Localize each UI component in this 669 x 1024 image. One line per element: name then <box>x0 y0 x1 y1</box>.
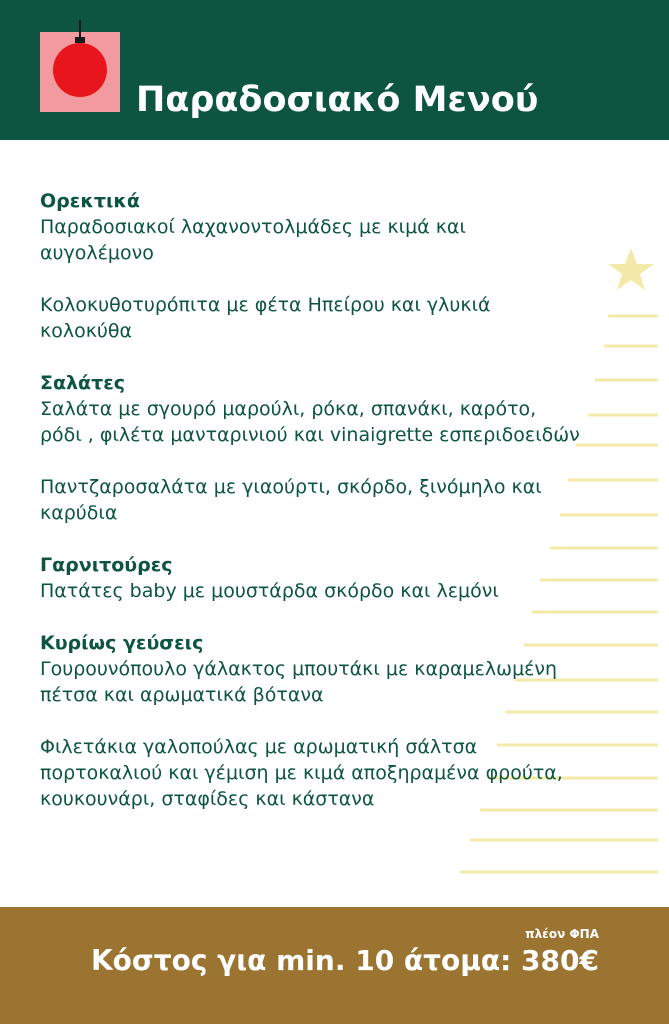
menu-item: Πατάτες baby με μουστάρδα σκόρδο και λεμόνι <box>40 580 499 602</box>
section-title: Ορεκτικά <box>40 190 140 212</box>
tax-note: πλέον ΦΠΑ <box>525 927 599 941</box>
menu-section <box>40 630 640 812</box>
menu-section <box>40 188 640 344</box>
menu-item: Παραδοσιακοί λαχανοντολμάδες με κιμά και αυγολέμονο <box>40 216 466 264</box>
menu-item: Σαλάτα με σγουρό μαρούλι, ρόκα, σπανάκι, καρότο, ρόδι , φιλέτα μανταρινιού και vinaigrette εσπεριδοειδών <box>40 398 580 446</box>
menu-item: Φιλετάκια γαλοπούλας με αρωματική σάλτσα πορτοκαλιού και γέμιση με κιμά αποξηραμένα φρούτα, κουκουνάρι, σταφίδες και κάστανα <box>40 736 563 810</box>
ornament-badge <box>40 32 120 112</box>
christmas-ornament-icon <box>40 20 120 112</box>
menu-item: Παντζαροσαλάτα με γιαούρτι, σκόρδο, ξινόμηλο και καρύδια <box>40 476 542 524</box>
footer-bar <box>0 907 669 1024</box>
section-title: Σαλάτες <box>40 372 126 394</box>
section-title: Γαρνιτούρες <box>40 554 173 576</box>
menu-section <box>40 370 640 526</box>
menu-section <box>40 552 640 604</box>
menu-content <box>40 188 640 812</box>
page-title: Παραδοσιακό Μενού <box>136 80 539 120</box>
header-bar <box>0 0 669 140</box>
cost-label: Κόστος για min. 10 άτομα: 380€ <box>90 944 599 977</box>
menu-item: Γουρουνόπουλο γάλακτος μπουτάκι με καραμελωμένη πέτσα και αρωματικά βότανα <box>40 658 558 706</box>
section-title: Κυρίως γεύσεις <box>40 632 204 654</box>
menu-item: Κολοκυθοτυρόπιτα με φέτα Ηπείρου και γλυκιά κολοκύθα <box>40 294 491 342</box>
